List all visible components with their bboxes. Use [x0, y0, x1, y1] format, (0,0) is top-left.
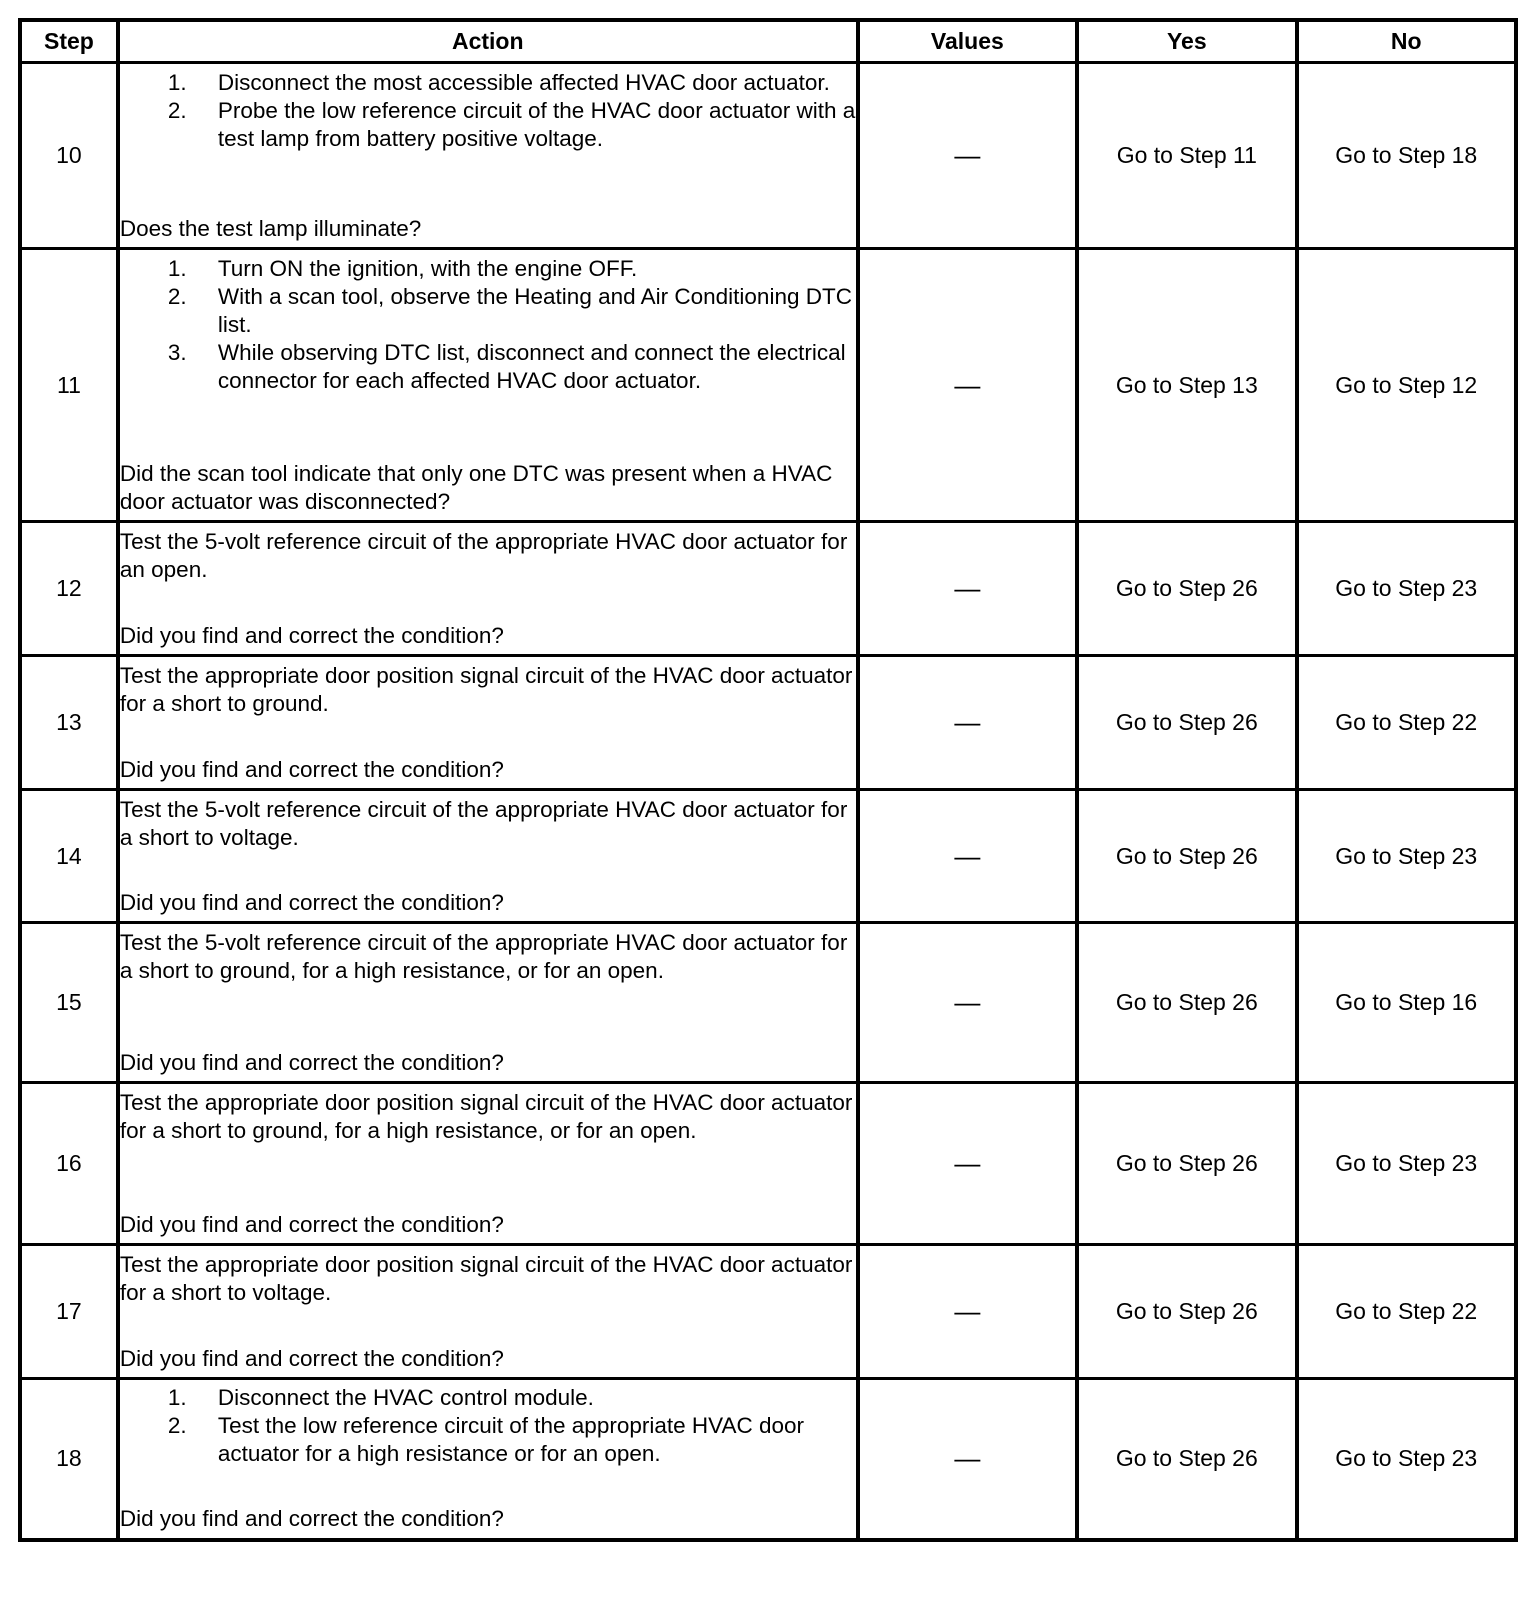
yes-cell: Go to Step 26	[1077, 522, 1296, 656]
action-steps-list	[120, 1384, 856, 1468]
table-row	[20, 522, 1516, 656]
no-cell: Go to Step 22	[1297, 656, 1516, 790]
table-row	[20, 63, 1516, 249]
action-content	[120, 69, 856, 243]
values-cell: —	[858, 63, 1077, 249]
action-content	[120, 1251, 856, 1373]
no-cell: Go to Step 16	[1297, 923, 1516, 1083]
no-cell: Go to Step 12	[1297, 249, 1516, 522]
action-instructions	[120, 796, 856, 852]
step-number: 18	[20, 1379, 118, 1540]
action-question: Did you find and correct the condition?	[119, 1345, 504, 1371]
action-instructions	[120, 662, 856, 718]
yes-cell: Go to Step 13	[1077, 249, 1296, 522]
no-cell: Go to Step 23	[1297, 522, 1516, 656]
table-row	[20, 1379, 1516, 1540]
action-question: Did you find and correct the condition?	[119, 1506, 504, 1532]
step-number: 14	[20, 790, 118, 923]
values-cell: —	[858, 656, 1077, 790]
step-number: 12	[20, 522, 118, 656]
action-step-item	[120, 69, 856, 97]
action-step-number: 2.	[167, 283, 187, 309]
action-step-text: Test the low reference circuit of the appropriate HVAC door actuator for a high resistance or for an open.	[217, 1413, 804, 1467]
action-cell	[118, 1379, 858, 1540]
action-step-item	[120, 97, 856, 153]
action-text: Test the appropriate door position signal circuit of the HVAC door actuator for a short to ground.	[119, 662, 853, 716]
header-row	[20, 20, 1516, 63]
diagnostic-table	[18, 18, 1518, 1542]
action-text: Test the appropriate door position signal circuit of the HVAC door actuator for a short to ground, for a high resistance, or for an open.	[119, 1089, 853, 1143]
no-cell: Go to Step 23	[1297, 790, 1516, 923]
action-instructions	[120, 528, 856, 584]
header-step: Step	[20, 20, 118, 63]
no-cell: Go to Step 18	[1297, 63, 1516, 249]
action-content	[120, 528, 856, 650]
action-text: Test the 5-volt reference circuit of the appropriate HVAC door actuator for a short to voltage.	[119, 796, 848, 850]
action-cell	[118, 923, 858, 1083]
action-text: Test the 5-volt reference circuit of the appropriate HVAC door actuator for a short to ground, for a high resistance, or for an open.	[119, 929, 848, 983]
values-cell: —	[858, 1083, 1077, 1245]
table-row	[20, 656, 1516, 790]
action-step-text: Turn ON the ignition, with the engine OFF.	[217, 255, 638, 281]
action-question: Does the test lamp illuminate?	[119, 215, 422, 241]
step-number: 15	[20, 923, 118, 1083]
action-step-text: With a scan tool, observe the Heating and Air Conditioning DTC list.	[217, 283, 852, 337]
action-content	[120, 255, 856, 516]
values-cell: —	[858, 923, 1077, 1083]
action-step-text: While observing DTC list, disconnect and connect the electrical connector for each affected HVAC door actuator.	[217, 339, 846, 393]
no-cell: Go to Step 22	[1297, 1245, 1516, 1379]
action-cell	[118, 1083, 858, 1245]
action-text: Test the 5-volt reference circuit of the appropriate HVAC door actuator for an open.	[119, 528, 848, 582]
table-row	[20, 1245, 1516, 1379]
yes-cell: Go to Step 26	[1077, 923, 1296, 1083]
yes-cell: Go to Step 26	[1077, 790, 1296, 923]
action-instructions	[120, 255, 856, 395]
action-content	[120, 796, 856, 917]
table-row	[20, 1083, 1516, 1245]
step-number: 13	[20, 656, 118, 790]
action-step-number: 2.	[167, 97, 187, 123]
table-row	[20, 923, 1516, 1083]
yes-cell: Go to Step 26	[1077, 1245, 1296, 1379]
yes-cell: Go to Step 26	[1077, 1083, 1296, 1245]
action-question: Did you find and correct the condition?	[119, 622, 504, 648]
action-step-number: 2.	[167, 1413, 187, 1439]
no-cell: Go to Step 23	[1297, 1379, 1516, 1540]
header-action: Action	[118, 20, 858, 63]
action-content	[120, 662, 856, 784]
action-question: Did the scan tool indicate that only one DTC was present when a HVAC door actuator was disconnected?	[119, 460, 833, 514]
step-number: 10	[20, 63, 118, 249]
action-step-text: Disconnect the HVAC control module.	[217, 1385, 594, 1411]
action-step-item	[120, 283, 856, 339]
step-number: 16	[20, 1083, 118, 1245]
action-question: Did you find and correct the condition?	[119, 756, 504, 782]
values-cell: —	[858, 249, 1077, 522]
action-cell	[118, 522, 858, 656]
table-row	[20, 249, 1516, 522]
no-cell: Go to Step 23	[1297, 1083, 1516, 1245]
action-step-item	[120, 339, 856, 395]
action-question: Did you find and correct the condition?	[119, 1049, 504, 1075]
action-instructions	[120, 1251, 856, 1307]
action-cell	[118, 1245, 858, 1379]
header-yes: Yes	[1077, 20, 1296, 63]
action-step-item	[120, 1384, 856, 1412]
action-content	[120, 1384, 856, 1533]
action-instructions	[120, 1089, 856, 1145]
values-cell: —	[858, 522, 1077, 656]
action-step-number: 1.	[167, 255, 187, 281]
action-content	[120, 929, 856, 1077]
action-cell	[118, 656, 858, 790]
action-question: Did you find and correct the condition?	[119, 889, 504, 915]
action-step-number: 1.	[167, 69, 187, 95]
action-steps-list	[120, 69, 856, 153]
action-cell	[118, 63, 858, 249]
yes-cell: Go to Step 11	[1077, 63, 1296, 249]
step-number: 17	[20, 1245, 118, 1379]
action-step-number: 3.	[167, 339, 187, 365]
action-instructions	[120, 69, 856, 153]
action-step-item	[120, 1412, 856, 1468]
header-no: No	[1297, 20, 1516, 63]
values-cell: —	[858, 1379, 1077, 1540]
step-number: 11	[20, 249, 118, 522]
action-text: Test the appropriate door position signal circuit of the HVAC door actuator for a short to voltage.	[119, 1251, 853, 1305]
action-step-text: Disconnect the most accessible affected HVAC door actuator.	[217, 69, 830, 95]
action-cell	[118, 249, 858, 522]
action-content	[120, 1089, 856, 1239]
action-question: Did you find and correct the condition?	[119, 1211, 504, 1237]
action-steps-list	[120, 255, 856, 395]
yes-cell: Go to Step 26	[1077, 1379, 1296, 1540]
action-instructions	[120, 929, 856, 985]
values-cell: —	[858, 1245, 1077, 1379]
action-step-text: Probe the low reference circuit of the HVAC door actuator with a test lamp from battery positive voltage.	[217, 97, 856, 151]
action-instructions	[120, 1384, 856, 1468]
values-cell: —	[858, 790, 1077, 923]
header-values: Values	[858, 20, 1077, 63]
table-row	[20, 790, 1516, 923]
action-step-number: 1.	[167, 1385, 187, 1411]
action-cell	[118, 790, 858, 923]
yes-cell: Go to Step 26	[1077, 656, 1296, 790]
action-step-item	[120, 255, 856, 283]
